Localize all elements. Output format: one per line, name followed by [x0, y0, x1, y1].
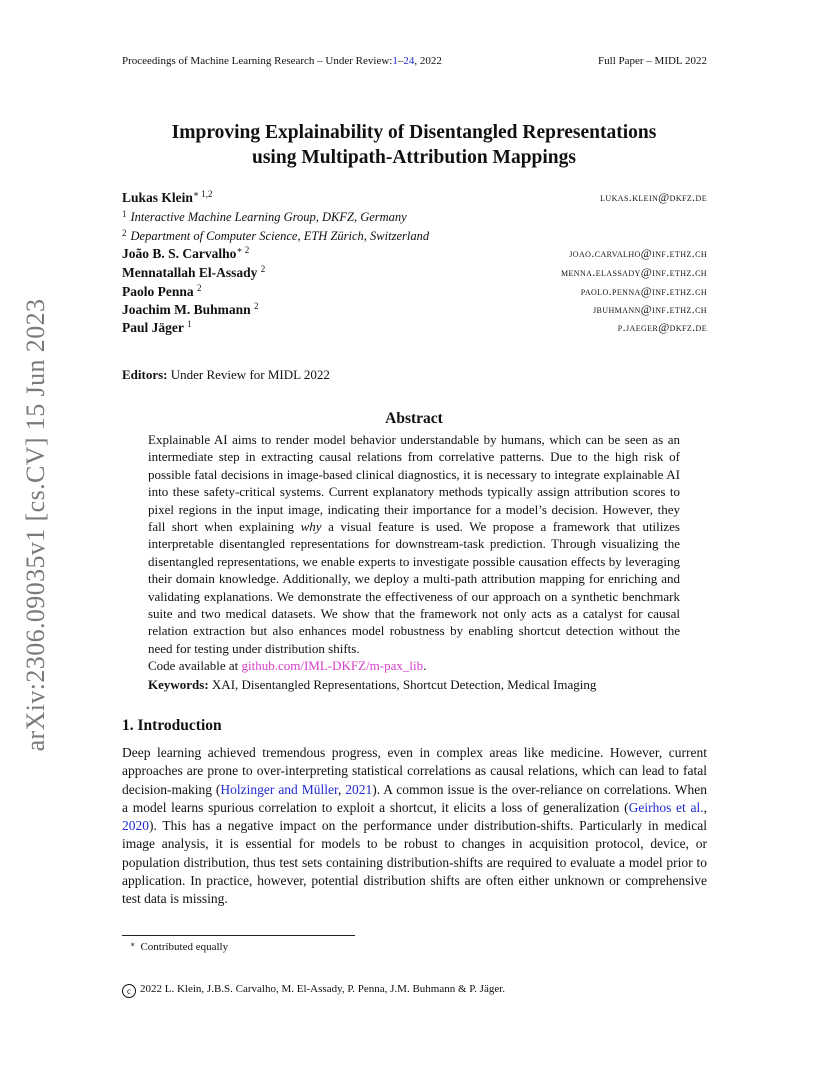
footnote-rule	[122, 935, 355, 936]
author-email: menna.elassady@inf.ethz.ch	[560, 265, 707, 279]
keywords-line	[148, 677, 688, 693]
editors-line	[122, 367, 330, 383]
affiliation-mark: 1	[122, 209, 127, 219]
author-name: Paul Jäger	[122, 320, 184, 335]
author-email: joao.carvalho@inf.ethz.ch	[569, 246, 707, 260]
author-mark: 2	[254, 301, 259, 311]
abstract-text-2: a visual feature is used. We propose a framework that utilizes interpretable disentangled representations for downstream-task prediction. Through visualizing the disentangled representations, we enable experts to investigate possible causation effects by leveraging their domain knowledge. Additionally, we deploy a multi-path attribution mapping for enriching and validating explanations. We demonstrate the effectiveness of our approach on a synthetic benchmark suite and two medical datasets. We show that the framework not only acts as a catalyst for causal relation extraction but also enhances model robustness by enabling shortcut detection without the need for testing under distribution shifts.	[148, 519, 680, 656]
citation-geirhos-link[interactable]: Geirhos et al.	[628, 799, 704, 815]
author-email: paolo.penna@inf.ethz.ch	[580, 284, 707, 298]
title-line-2: using Multipath-Attribution Mappings	[252, 147, 576, 168]
author-mark: 2	[197, 283, 202, 293]
intro-text-3: ). This has a negative impact on the performance under distribution-shifts. Particularly in medical image analysis, it is essential for models to be robust to changes in acquisition protocol, device, or population distribution, thus test sets containing distribution-shifts are required to evaluate a model prior to application. In practice, however, potential distribution shifts are often either unknown or comprehensive test data is missing.	[122, 818, 707, 907]
author-name: Joachim M. Buhmann	[122, 302, 251, 317]
author-mark: ∗ 1,2	[192, 189, 213, 199]
author-row	[122, 189, 707, 206]
introduction-paragraph	[122, 744, 707, 909]
author-row	[122, 245, 707, 262]
intro-text-2: ). A common issue is the over-reliance on correlations. When a model learns spurious correlation to exploit a shortcut, it elicits a loss of generalization (	[122, 781, 707, 815]
running-header-left	[122, 55, 442, 67]
author-email: lukas.klein@dkfz.de	[600, 190, 707, 204]
footnote	[130, 940, 228, 953]
section-heading-introduction: 1. Introduction	[122, 717, 222, 734]
intro-text-1: Deep learning achieved tremendous progress, even in complex areas like medicine. However, current approaches are prone to over-interpreting statistical correlations as causal relations, which can lead to fatal decision-making (	[122, 745, 707, 797]
affiliation-2	[122, 228, 429, 244]
citation-holzinger-link[interactable]: Holzinger and Müller	[220, 781, 338, 797]
editors-label: Editors:	[122, 367, 168, 382]
abstract-emphasis: why	[300, 519, 322, 535]
code-link[interactable]: github.com/IML-DKFZ/m-pax_lib	[241, 658, 424, 674]
author-email: jbuhmann@inf.ethz.ch	[593, 302, 707, 316]
keywords-label: Keywords:	[148, 677, 209, 692]
title-line-1: Improving Explainability of Disentangled Representations	[171, 122, 657, 143]
author-row	[122, 319, 707, 336]
author-row	[122, 301, 707, 318]
copyright-icon: c	[122, 984, 136, 998]
abstract-body	[148, 431, 680, 675]
author-name: Mennatallah El-Assady	[122, 265, 258, 280]
citation-separator: ,	[337, 781, 346, 797]
copyright-text: 2022 L. Klein, J.B.S. Carvalho, M. El-Assady, P. Penna, J.M. Buhmann & P. Jäger.	[140, 983, 506, 995]
author-mark: 2	[260, 264, 266, 274]
affiliation-text: Department of Computer Science, ETH Zürich, Switzerland	[130, 229, 430, 243]
header-venue: Proceedings of Machine Learning Research – Under Review:	[122, 55, 393, 67]
citation-geirhos-year-link[interactable]: 2020	[122, 818, 149, 834]
arxiv-stamp: arXiv:2306.09035v1 [cs.CV] 15 Jun 2023	[21, 298, 50, 752]
editors-text: Under Review for MIDL 2022	[167, 367, 330, 382]
code-availability: Code available at	[148, 658, 242, 674]
affiliation-mark: 2	[122, 228, 127, 238]
footnote-mark: ∗	[130, 940, 136, 949]
code-suffix: .	[423, 658, 427, 674]
author-mark: ∗ 2	[236, 245, 250, 255]
running-header-right: Full Paper – MIDL 2022	[598, 55, 707, 67]
affiliation-1	[122, 209, 407, 225]
header-page-sep: –	[397, 55, 404, 67]
footnote-text: Contributed equally	[140, 941, 229, 953]
author-mark: 1	[187, 319, 192, 329]
author-name: Lukas Klein	[122, 190, 193, 205]
header-year: , 2022	[414, 55, 442, 67]
author-name: João B. S. Carvalho	[122, 246, 237, 261]
paper-title	[0, 120, 828, 170]
header-page-end-link[interactable]: 24	[403, 55, 415, 67]
author-name: Paolo Penna	[122, 284, 194, 299]
author-email: p.jaeger@dkfz.de	[617, 320, 707, 334]
abstract-text-1: Explainable AI aims to render model behavior understandable by humans, which can be seen as an intermediate step in extracting causal relations from correlative patterns. Due to the high risk of possible fatal decisions in image-based clinical diagnostics, it is necessary to integrate explainable AI into these safety-critical systems. Current explanatory methods typically assign attribution scores to pixel regions in the input image, indicating their importance for a model’s decision. However, they fall short when explaining	[148, 432, 680, 535]
affiliation-text: Interactive Machine Learning Group, DKFZ, Germany	[130, 210, 407, 224]
keywords-text: XAI, Disentangled Representations, Shortcut Detection, Medical Imaging	[208, 677, 597, 692]
copyright-line	[122, 983, 505, 998]
author-row	[122, 283, 707, 300]
author-row	[122, 264, 707, 281]
header-page-start-link[interactable]: 1	[392, 55, 398, 67]
citation-separator: ,	[703, 799, 707, 815]
citation-holzinger-year-link[interactable]: 2021	[345, 781, 373, 797]
abstract-heading: Abstract	[385, 410, 443, 427]
